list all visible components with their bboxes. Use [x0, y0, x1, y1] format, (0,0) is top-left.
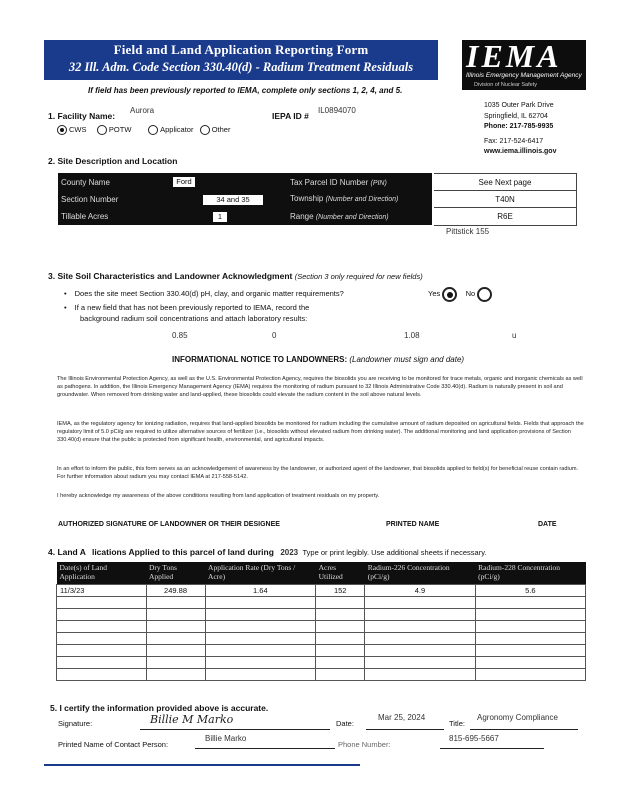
parcel-id-value[interactable]: See Next page: [434, 173, 577, 192]
table-cell[interactable]: [475, 633, 585, 645]
col-radium-228: Radium-228 Concentration (pCi/g): [475, 562, 585, 585]
table-cell[interactable]: [316, 633, 365, 645]
table-cell[interactable]: [57, 621, 147, 633]
table-row: [57, 621, 586, 633]
address-phone: Phone: 217-785-9935: [484, 123, 554, 130]
table-cell[interactable]: [57, 609, 147, 621]
table-cell[interactable]: [316, 597, 365, 609]
table-cell[interactable]: [57, 669, 147, 681]
table-cell[interactable]: 11/3/23: [57, 585, 147, 597]
application-year[interactable]: 2023: [280, 548, 299, 557]
iema-logo: [462, 40, 586, 90]
instruction-text: If field has been previously reported to IEMA, complete only sections 1, 2, 4, and 5.: [88, 86, 403, 95]
certify-heading: 5. I certify the information provided above is accurate.: [50, 703, 269, 713]
col-application-rate: Application Rate (Dry Tons / Acre): [205, 562, 316, 585]
table-cell[interactable]: [316, 645, 365, 657]
radio-icon: [148, 125, 158, 135]
section-number-label: Section Number: [61, 195, 119, 204]
table-cell[interactable]: [365, 657, 475, 669]
table-cell[interactable]: [205, 657, 316, 669]
answer-yes[interactable]: Yes: [428, 289, 459, 298]
contact-line: [195, 748, 335, 749]
logo-text: IEMA: [466, 38, 562, 74]
form-title: Field and Land Application Reporting Form: [113, 42, 369, 57]
notice-title: INFORMATIONAL NOTICE TO LANDOWNERS: (Landowner must sign and date): [172, 355, 465, 364]
date-label: DATE: [538, 521, 557, 528]
col-dates: Date(s) of Land Application: [57, 562, 147, 585]
phone-value[interactable]: 815-695-5667: [449, 734, 499, 743]
site-description-table: [58, 173, 578, 225]
soil-heading: 3. Site Soil Characteristics and Landowner Acknowledgment (Section 3 only required for new fields): [48, 271, 423, 281]
col-radium-226: Radium-226 Concentration (pCi/g): [365, 562, 475, 585]
table-row: [57, 633, 586, 645]
facility-name-label: 1. Facility Name:: [48, 111, 116, 121]
table-cell[interactable]: 152: [316, 585, 365, 597]
parcel-id-label: Tax Parcel ID Number (PIN): [290, 178, 387, 187]
land-application-heading: 4. Land A lications Applied to this parcel of land during 2023 Type or print legibly. Use additional sheets if necessary.: [48, 547, 487, 557]
phone-line: [440, 748, 544, 749]
table-row: [57, 597, 586, 609]
table-cell[interactable]: 5.6: [475, 585, 585, 597]
table-cell[interactable]: [365, 633, 475, 645]
facility-name-value[interactable]: Aurora: [130, 106, 155, 115]
table-cell[interactable]: [316, 657, 365, 669]
table-cell[interactable]: [475, 645, 585, 657]
address-line2: Springfield, IL 62704: [484, 112, 548, 120]
col-dry-tons: Dry Tons Applied: [146, 562, 205, 585]
section-number-value[interactable]: 34 and 35: [203, 195, 263, 205]
table-row: [57, 645, 586, 657]
option-other[interactable]: Other: [200, 125, 231, 134]
option-applicator[interactable]: Applicator: [148, 125, 193, 134]
table-cell[interactable]: [146, 657, 205, 669]
iepa-id-label: IEPA ID #: [272, 111, 309, 121]
table-cell[interactable]: [365, 645, 475, 657]
phone-label: Phone Number:: [338, 740, 391, 749]
address-fax: Fax: 217-524-6417: [484, 137, 544, 145]
site-description-heading: 2. Site Description and Location: [48, 156, 178, 166]
table-row: [57, 585, 586, 597]
range-label: Range (Number and Direction): [290, 212, 389, 221]
radio-icon: [477, 287, 492, 302]
table-row: [57, 609, 586, 621]
table-cell[interactable]: [365, 669, 475, 681]
notice-paragraph-4: I hereby acknowledge my awareness of the above conditions resulting from land application of treatment residuals on my property.: [57, 493, 380, 499]
title-label: Title:: [449, 719, 465, 728]
option-potw[interactable]: POTW: [97, 125, 132, 134]
table-row: [57, 657, 586, 669]
form-subtitle: 32 Ill. Adm. Code Section 330.40(d) - Radium Treatment Residuals: [68, 60, 414, 74]
table-cell[interactable]: [146, 633, 205, 645]
county-value[interactable]: Ford: [173, 177, 195, 187]
parcel-extra-note: Pittstick 155: [446, 227, 490, 236]
table-cell[interactable]: 249.88: [146, 585, 205, 597]
address-line1: 1035 Outer Park Drive: [484, 102, 554, 109]
soil-question-1: • Does the site meet Section 330.40(d) pH, clay, and organic matter requirements?: [64, 289, 344, 298]
soil-value-1[interactable]: 0.85: [172, 331, 188, 340]
notice-paragraph-2: IEMA, as the regulatory agency for ionizing radiation, requires that land-applied biosolids be monitored for radium including the cumulative amount of radium deposited on agricultural fields. Fields that approach the regulatory limit of 5.0 pCi/g are required to utilize alternative sources of fertilizer (i.e., biosolids without elevated radium from drinking water). The additional monitoring and land application provisions of Section 330.40(d) ensure that the public is protected from significant health, environmental, and agricultural impacts.: [57, 421, 584, 443]
table-cell[interactable]: 1.64: [205, 585, 316, 597]
county-label: County Name: [61, 178, 110, 187]
cert-date-label: Date:: [336, 719, 354, 728]
footer-rule: [44, 764, 360, 766]
table-cell[interactable]: [316, 609, 365, 621]
township-value[interactable]: T40N: [434, 190, 577, 209]
notice-paragraph-3: In an effort to inform the public, this form serves as an acknowledgement of awareness by the landowner, or authorized agent of the landowner, that biosolids applied to field(s) for beneficial reuse contain radium. For further information about radium you may contact IEMA at 217-558-5142.: [57, 466, 579, 480]
date-line: [366, 729, 444, 730]
title-value[interactable]: Agronomy Compliance: [477, 713, 558, 722]
logo-motto: Division of Nuclear Safety: [474, 82, 537, 88]
table-cell[interactable]: [57, 657, 147, 669]
tillable-acres-value[interactable]: 1: [213, 212, 227, 222]
table-cell[interactable]: [57, 645, 147, 657]
table-cell[interactable]: [205, 669, 316, 681]
table-header-row: [57, 562, 586, 585]
table-cell[interactable]: 4.9: [365, 585, 475, 597]
tillable-acres-label: Tillable Acres: [61, 212, 109, 221]
table-cell[interactable]: [205, 645, 316, 657]
notice-paragraph-1: The Illinois Environmental Protection Agency, as well as the U.S. Environmental Protection Agency, requires the biosolids you are receiving to be monitored for trace metals, organic and inorganic chemicals as well as pathogens. In addition, the Illinois Emergency Management Agency (IEMA) requires the monitoring of radium pursuant to 32 Illinois Administrative Code 330.40(d). Radium is naturally present in soil and groundwater. When removed from drinking water and land-applied, these biosolids could elevate the radium content in the soil above natural levels.: [57, 376, 583, 398]
township-label: Township (Number and Direction): [290, 194, 399, 203]
table-cell[interactable]: [205, 609, 316, 621]
radio-icon: [200, 125, 210, 135]
cert-date-value[interactable]: Mar 25, 2024: [378, 713, 426, 722]
soil-value-2[interactable]: 0: [272, 331, 277, 340]
soil-answer-group: [428, 287, 494, 302]
soil-question-2: • If a new field that has not been previously reported to IEMA, record the background radium soil concentrations and attach laboratory results:: [64, 303, 310, 323]
table-cell[interactable]: [146, 609, 205, 621]
title-line: [470, 729, 578, 730]
table-cell[interactable]: [146, 621, 205, 633]
contact-person-label: Printed Name of Contact Person:: [58, 740, 169, 749]
table-cell[interactable]: [316, 621, 365, 633]
signature-value[interactable]: Billie M Marko: [150, 713, 234, 726]
table-cell[interactable]: [475, 657, 585, 669]
table-cell[interactable]: [205, 597, 316, 609]
answer-no[interactable]: No: [466, 289, 495, 298]
table-cell[interactable]: [475, 609, 585, 621]
table-cell[interactable]: [475, 669, 585, 681]
facility-type-options: [57, 125, 230, 135]
option-cws[interactable]: CWS: [57, 125, 87, 134]
table-cell[interactable]: [475, 621, 585, 633]
printed-name-label: PRINTED NAME: [386, 521, 440, 528]
soil-value-3[interactable]: 1.08: [404, 331, 420, 340]
table-cell[interactable]: [205, 621, 316, 633]
soil-value-4[interactable]: u: [512, 331, 517, 340]
table-cell[interactable]: [205, 633, 316, 645]
radio-icon-checked: [442, 287, 457, 302]
logo-agency: Illinois Emergency Management Agency: [466, 72, 582, 79]
table-cell[interactable]: [146, 645, 205, 657]
table-cell[interactable]: [365, 621, 475, 633]
radio-icon: [97, 125, 107, 135]
form-title-banner: [44, 40, 438, 80]
table-cell[interactable]: [365, 597, 475, 609]
signature-label: Signature:: [58, 719, 93, 728]
contact-person-value[interactable]: Billie Marko: [205, 734, 247, 743]
table-cell[interactable]: [57, 597, 147, 609]
range-value[interactable]: R6E: [434, 207, 577, 226]
table-cell[interactable]: [475, 597, 585, 609]
radio-icon-checked: [57, 125, 67, 135]
col-acres: Acres Utilized: [316, 562, 365, 585]
table-cell[interactable]: [146, 597, 205, 609]
table-cell[interactable]: [365, 609, 475, 621]
table-row: [57, 669, 586, 681]
table-cell[interactable]: [316, 669, 365, 681]
landowner-signature-label: AUTHORIZED SIGNATURE OF LANDOWNER OR THEIR DESIGNEE: [58, 521, 280, 528]
land-application-table: [56, 562, 586, 681]
table-cell[interactable]: [57, 633, 147, 645]
agency-address: [484, 101, 556, 158]
address-web: www.iema.illinois.gov: [484, 148, 557, 155]
iepa-id-value[interactable]: IL0894070: [318, 106, 356, 115]
table-cell[interactable]: [146, 669, 205, 681]
signature-line: [140, 729, 330, 730]
